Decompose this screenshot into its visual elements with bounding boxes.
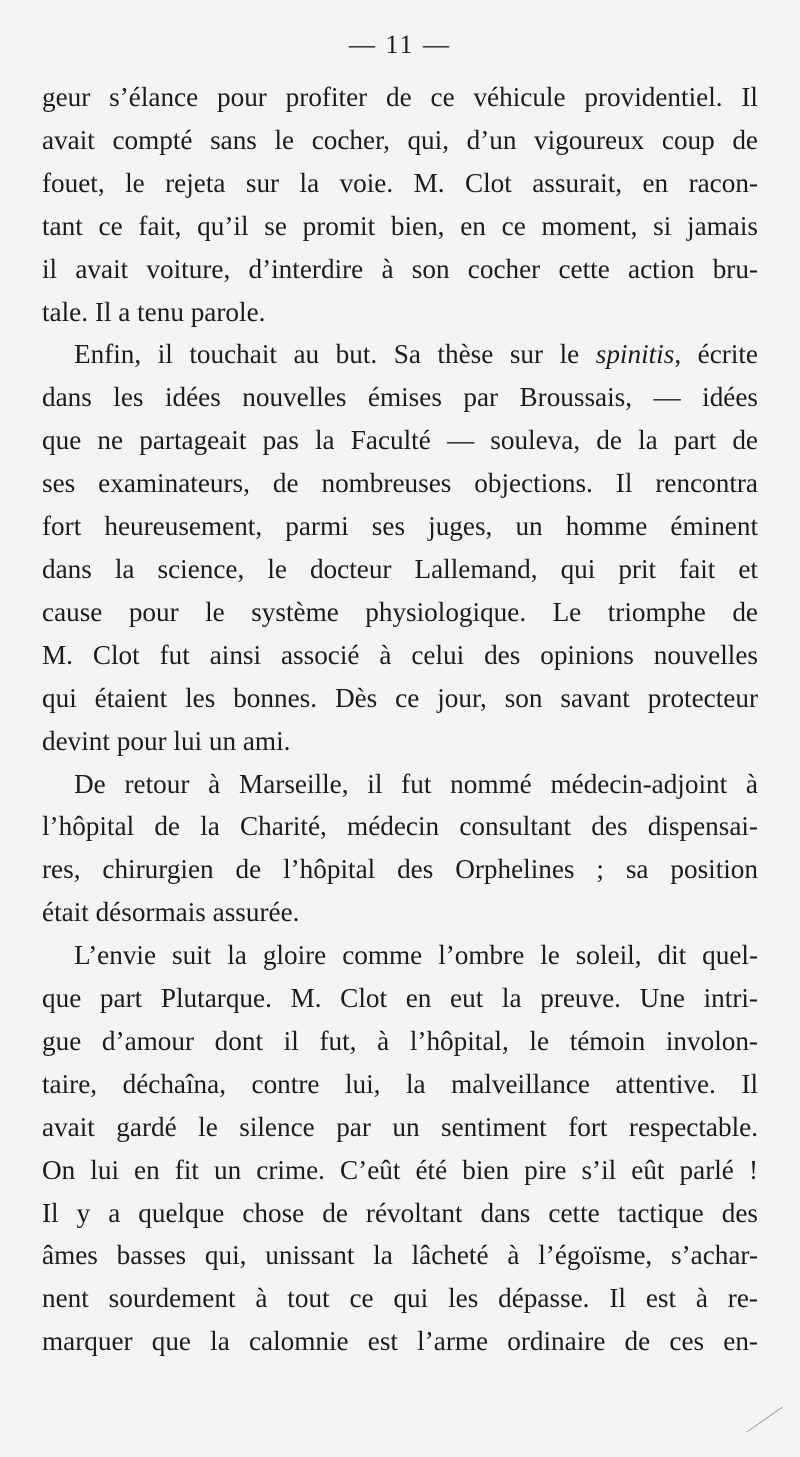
italic-term: spinitis [595,339,675,370]
text-line: avait gardé le silence par un sentiment fort respectable. [42,1111,758,1142]
text-line: ses examinateurs, de nombreuses objections. Il rencontra [42,468,758,499]
text-line: l’hôpital de la Charité, médecin consultant des dispensai- [42,811,758,842]
text-line: était désormais assurée. [42,897,300,928]
paragraph-3 [42,763,758,935]
text-line: fouet, le rejeta sur la voie. M. Clot assurait, en racon- [42,167,758,198]
text-line: âmes basses qui, unissant la lâcheté à l’égoïsme, s’achar- [42,1240,758,1271]
text-line: qui étaient les bonnes. Dès ce jour, son savant protecteur [42,682,758,713]
text-line: dans les idées nouvelles émises par Broussais, — idées [42,382,758,413]
text-line: tant ce fait, qu’il se promit bien, en ce moment, si jamais [42,210,758,241]
text-line: res, chirurgien de l’hôpital des Orphelines ; sa position [42,854,758,885]
text-line: De retour à Marseille, il fut nommé médecin-adjoint à [74,768,758,799]
text-line: L’envie suit la gloire comme l’ombre le soleil, dit quel- [74,940,758,971]
text-line: Il y a quelque chose de révoltant dans cette tactique des [42,1197,758,1228]
text-line: que part Plutarque. M. Clot en eut la preuve. Une intri- [42,983,758,1014]
text-line: gue d’amour dont il fut, à l’hôpital, le témoin involon- [42,1025,758,1056]
text-line: cause pour le système physiologique. Le triomphe de [42,596,758,627]
text-line: On lui en fit un crime. C’eût été bien pire s’il eût parlé ! [42,1154,758,1185]
text-line: nent sourdement à tout ce qui les dépasse. Il est à re- [42,1283,758,1314]
text-line: avait compté sans le cocher, qui, d’un vigoureux coup de [42,124,758,155]
text-line: marquer que la calomnie est l’arme ordinaire de ces en- [42,1326,758,1357]
text-fragment: , écrite [674,339,758,370]
text-line: que ne partageait pas la Faculté — souleva, de la part de [42,425,758,456]
text-line: il avait voiture, d’interdire à son cocher cette action bru- [42,253,758,284]
paragraph-2 [42,333,758,762]
paragraph-1 [42,76,758,333]
text-fragment: Enfin, il touchait au but. Sa thèse sur le [74,339,580,370]
text-line: fort heureusement, parmi ses juges, un homme éminent [42,511,758,542]
text-line: devint pour lui un ami. [42,725,291,756]
text-line: taire, déchaîna, contre lui, la malveillance attentive. Il [42,1068,758,1099]
text-line: M. Clot fut ainsi associé à celui des opinions nouvelles [42,639,758,670]
page-number: — 11 — [348,30,452,59]
paragraph-4 [42,934,758,1363]
text-line: dans la science, le docteur Lallemand, qui prit fait et [42,553,758,584]
text-line [42,333,758,376]
text-line: tale. Il a tenu parole. [42,296,266,327]
body-text [42,76,758,1363]
text-line: geur s’élance pour profiter de ce véhicule providentiel. Il [42,82,758,112]
